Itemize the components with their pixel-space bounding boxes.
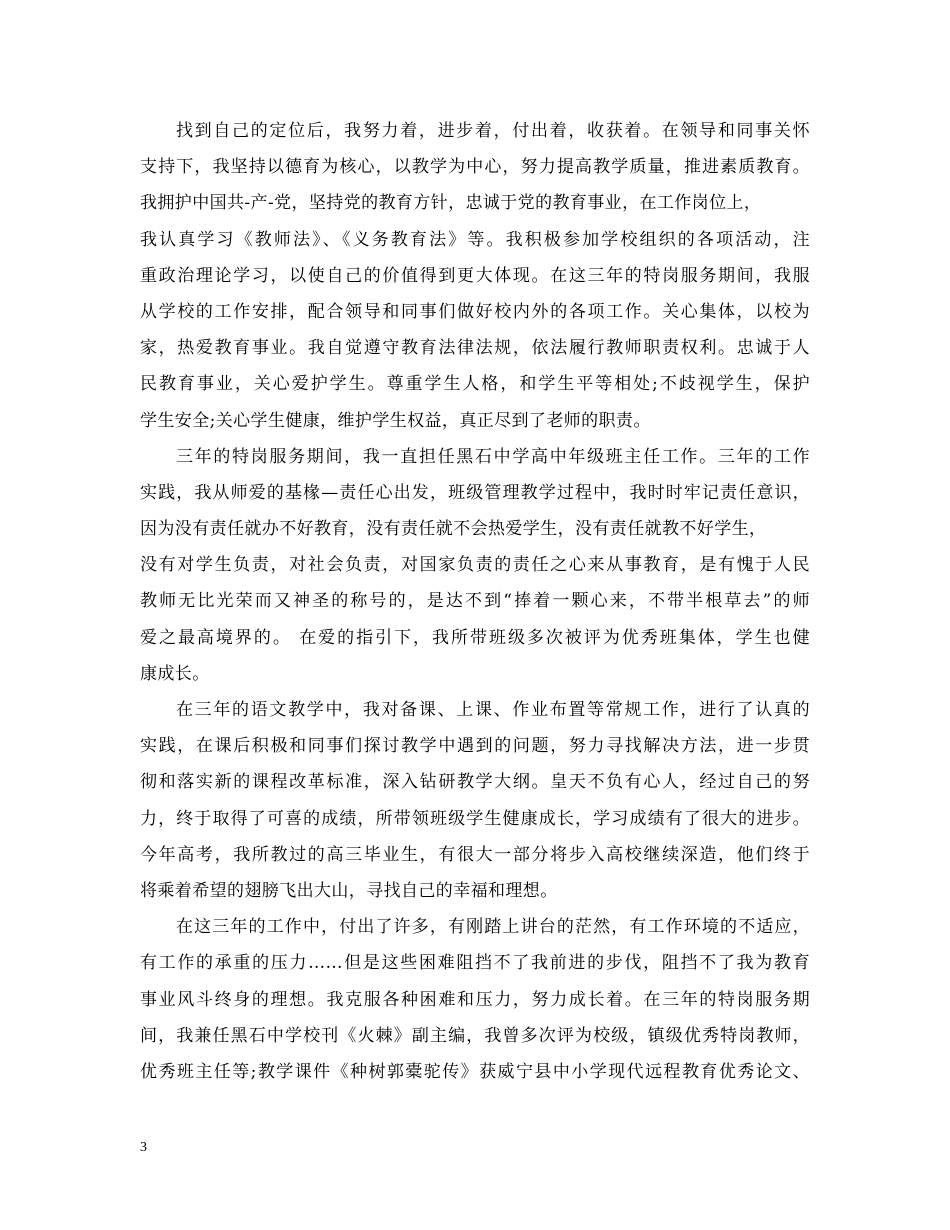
- text-line: 因为没有责任就办不好教育，没有责任就不会热爱学生，没有责任就教不好学生，: [140, 519, 767, 540]
- text-line: 彻和落实新的课程改革标准，深入钻研教学大纲。皇天不负有心人，经过自己的努: [140, 772, 810, 793]
- text-line: 重政治理论学习，以使自己的价值得到更大体现。在这三年的特岗服务期间，我服: [140, 265, 810, 286]
- text-line: 从学校的工作安排，配合领导和同事们做好校内外的各项工作。关心集体，以校为: [140, 301, 810, 322]
- text-line: 优秀班主任等;教学课件《种树郭橐驼传》获威宁县中小学现代远程教育优秀论文、: [140, 1061, 810, 1082]
- text-line: 实践，我从师爱的基椽—责任心出发，班级管理教学过程中，我时时牢记责任意识，: [140, 482, 810, 503]
- page-number: 3: [140, 1140, 147, 1155]
- text-line: 我认真学习《教师法》、《义务教育法》等。我积极参加学校组织的各项活动，注: [140, 229, 810, 250]
- text-line: 爱之最高境界的。 在爱的指引下，我所带班级多次被评为优秀班集体，学生也健: [140, 627, 810, 648]
- text-line: 将乘着希望的翅膀飞出大山，寻找自己的幸福和理想。: [140, 880, 558, 901]
- text-line: 找到自己的定位后，我努力着，进步着，付出着，收获着。在领导和同事关怀: [176, 121, 810, 141]
- text-line: 支持下，我坚持以德育为核心，以教学为中心，努力提高教学质量，推进素质教育。: [140, 157, 810, 178]
- body-text: [140, 113, 810, 1090]
- text-line: 我拥护中国共-产-党，坚持党的教育方针，忠诚于党的教育事业，在工作岗位上，: [140, 193, 762, 214]
- text-line: 力，终于取得了可喜的成绩，所带领班级学生健康成长，学习成绩有了很大的进步。: [140, 808, 810, 829]
- text-line: 事业风斗终身的理想。我克服各种困难和压力，努力成长着。在三年的特岗服务期: [140, 989, 810, 1010]
- text-line: 教师无比光荣而又神圣的称号的，是达不到“捧着一颗心来，不带半根草去”的师: [140, 591, 810, 612]
- text-line: 没有对学生负责，对社会负责，对国家负责的责任之心来从事教育，是有愧于人民: [140, 555, 810, 576]
- text-line: 在三年的语文教学中，我对备课、上课、作业布置等常规工作，进行了认真的: [176, 700, 810, 720]
- text-line: 学生安全;关心学生健康，维护学生权益，真正尽到了老师的职责。: [140, 410, 651, 431]
- text-line: 实践，在课后积极和同事们探讨教学中遇到的问题，努力寻找解决方法，进一步贯: [140, 736, 810, 757]
- text-line: 间，我兼任黑石中学校刊《火棘》副主编，我曾多次评为校级，镇级优秀特岗教师，: [140, 1025, 810, 1046]
- text-line: 康成长。: [140, 663, 210, 684]
- text-line: 今年高考，我所教过的高三毕业生，有很大一部分将步入高校继续深造，他们终于: [140, 844, 810, 865]
- text-line: 在这三年的工作中，付出了许多，有刚踏上讲台的茫然，有工作环境的不适应，: [176, 917, 810, 938]
- text-line: 三年的特岗服务期间，我一直担任黑石中学高中年级班主任工作。三年的工作: [176, 446, 810, 467]
- text-line: 家，热爱教育事业。我自觉遵守教育法律法规，依法履行教师职责权利。忠诚于人: [140, 338, 810, 359]
- text-line: 有工作的承重的压力……但是这些困难阻挡不了我前进的步伐，阻挡不了我为教育: [140, 953, 810, 974]
- text-line: 民教育事业，关心爱护学生。尊重学生人格，和学生平等相处;不歧视学生，保护: [140, 374, 810, 395]
